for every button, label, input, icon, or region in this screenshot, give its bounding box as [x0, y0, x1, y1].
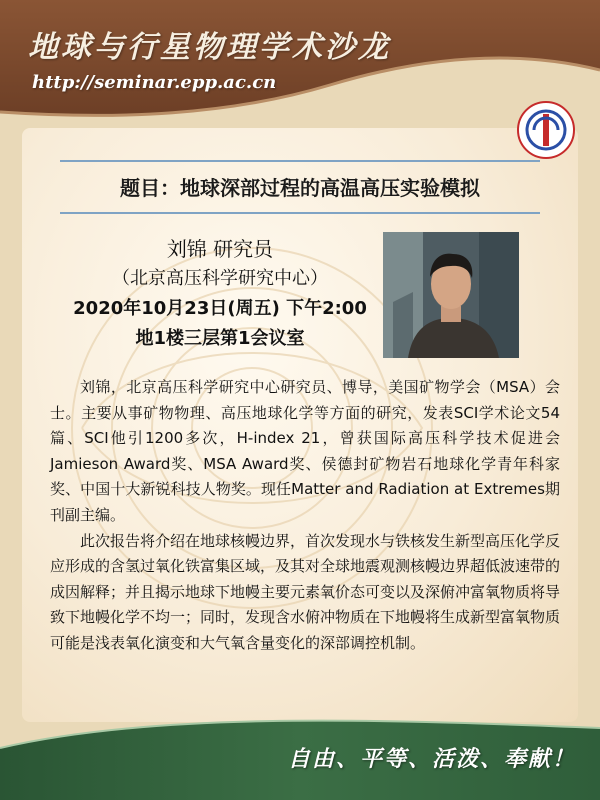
speaker-institution: （北京高压科学研究中心）	[112, 268, 328, 289]
title-top-rule	[60, 160, 540, 162]
talk-datetime: 2020年10月23日(周五) 下午2:00	[73, 298, 367, 319]
series-title: 地球与行星物理学术沙龙	[28, 30, 391, 65]
header-band	[0, 0, 600, 140]
footer-motto: 自由、平等、活泼、奉献！	[287, 747, 576, 772]
bio-text	[50, 375, 560, 657]
bio-paragraph-2: 此次报告将介绍在地球核幔边界，首次发现水与铁核发生新型高压化学反应形成的含氢过氧化铁富集区域，及其对全球地震观测核幔边界超低波速带的成因解释；并且揭示地球下地幔主要元素氧价态可变以及深俯冲富氧物质将导致下地幔化学不均一；同时，发现含水俯冲物质在下地幔将生成新型富氧物质可能是浅表氧化演变和大气氧含量变化的深部调控机制。	[50, 531, 561, 652]
speaker-photo	[383, 232, 519, 358]
talk-room: 地1楼三层第1会议室	[135, 328, 305, 349]
speaker-info	[70, 234, 370, 354]
speaker-name: 刘锦 研究员	[166, 237, 274, 261]
talk-title: 题目：地球深部过程的高温高压实验模拟	[120, 176, 480, 200]
bio-paragraph-1: 刘锦，北京高压科学研究中心研究员、博导，美国矿物学会（MSA）会士。主要从事矿物物理、高压地球化学等方面的研究，发表SCI学术论文54篇、SCI他引1200多次，H-index 21，曾获国际高压科学技术促进会Jamieson Award奖、MSA Award奖、侯德封矿物岩石地球化学青年科家奖、中国十大新锐科技人物奖。现任Matter and Radiation at Extremes期刊副主编。	[50, 378, 560, 524]
institute-logo-icon	[516, 100, 576, 160]
series-url[interactable]: http://seminar.epp.ac.cn	[32, 72, 277, 93]
title-bottom-rule	[60, 212, 540, 214]
